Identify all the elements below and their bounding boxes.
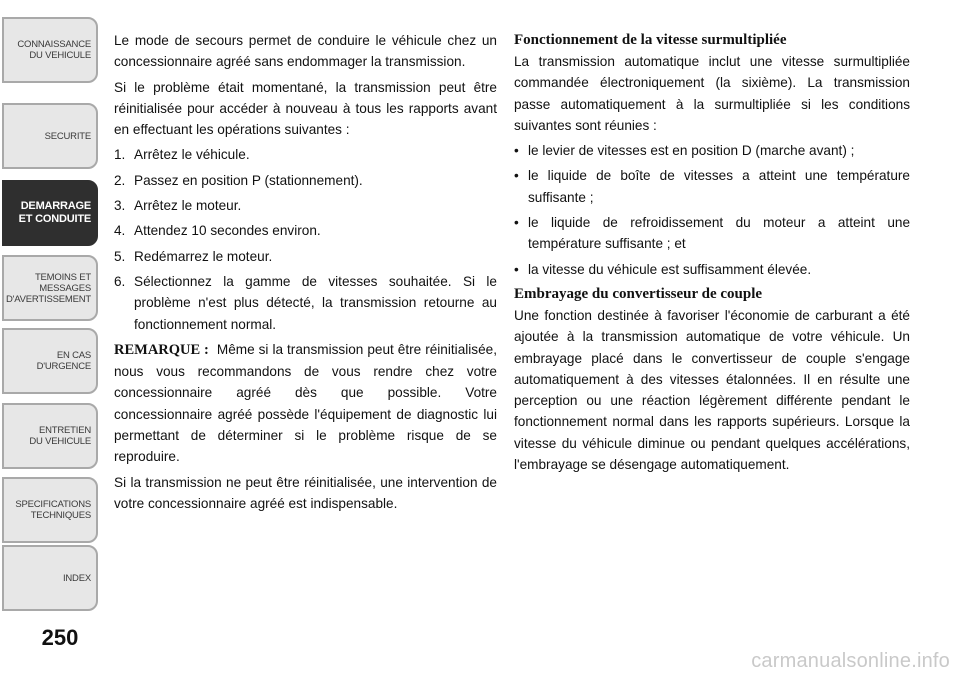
list-item: [114, 195, 497, 216]
paragraph-surmultipliee: La transmission automatique inclut une vitesse surmultipliée commandée électroniquement (la sixième). La transmission passe automatiquement à la surmultipliée si les conditions suivantes sont réunies :: [514, 54, 910, 133]
tab-entretien-du-vehicule[interactable]: ENTRETIEN DU VEHICULE: [2, 403, 98, 469]
note-paragraph: [114, 339, 497, 468]
step-number: 1.: [114, 147, 126, 163]
list-item: [114, 246, 497, 267]
list-item: [114, 271, 497, 335]
bullet-text: le levier de vitesses est en position D (marche avant) ;: [528, 143, 855, 159]
step-text: Arrêtez le véhicule.: [134, 147, 250, 163]
step-number: 6.: [114, 273, 126, 289]
section-tabs-sidebar: [0, 0, 100, 678]
list-item: [514, 212, 910, 255]
bullet-icon: •: [514, 143, 519, 159]
tab-demarrage-et-conduite[interactable]: DEMARRAGE ET CONDUITE: [2, 180, 98, 246]
list-item: [514, 259, 910, 280]
list-item: [114, 220, 497, 241]
watermark: carmanualsonline.info: [751, 650, 950, 672]
step-text: Attendez 10 secondes environ.: [134, 223, 321, 239]
tab-index[interactable]: INDEX: [2, 545, 98, 611]
heading-convertisseur: Embrayage du convertisseur de couple: [514, 285, 763, 302]
list-item: [514, 140, 910, 161]
list-item: [114, 170, 497, 191]
step-number: 5.: [114, 248, 126, 264]
step-text: Sélectionnez la gamme de vitesses souhaitée. Si le problème n'est plus détecté, la transmission retourne au fonctionnement normal.: [134, 273, 497, 332]
note-label: REMARQUE :: [114, 341, 209, 358]
paragraph-secours: Le mode de secours permet de conduire le véhicule chez un concessionnaire agréé sans endommager la transmission.: [114, 33, 497, 70]
bullet-icon: •: [514, 168, 519, 184]
tab-connaissance-du-vehicule[interactable]: CONNAISSANCE DU VEHICULE: [2, 17, 98, 83]
step-number: 4.: [114, 223, 126, 239]
paragraph-intervention: Si la transmission ne peut être réinitialisée, une intervention de votre concessionnaire agréé est indispensable.: [114, 474, 497, 511]
list-item: [114, 144, 497, 165]
step-number: 3.: [114, 198, 126, 214]
paragraph-reinitialisation: Si le problème était momentané, la transmission peut être réinitialisée pour accéder à nouveau à tous les rapports avant en effectuant les opérations suivantes :: [114, 79, 497, 138]
tab-specifications-techniques[interactable]: SPECIFICATIONS TECHNIQUES: [2, 477, 98, 543]
tab-en-cas-d-urgence[interactable]: EN CAS D'URGENCE: [2, 328, 98, 394]
heading-surmultipliee: Fonctionnement de la vitesse surmultipliée: [514, 32, 787, 48]
step-number: 2.: [114, 172, 126, 188]
bullet-text: le liquide de boîte de vitesses a atteint une température suffisante ;: [528, 168, 910, 205]
step-text: Arrêtez le moteur.: [134, 198, 242, 214]
bullet-text: le liquide de refroidissement du moteur a atteint une température suffisante ; et: [528, 215, 910, 252]
step-text: Passez en position P (stationnement).: [134, 172, 363, 188]
bullet-icon: •: [514, 261, 519, 277]
tab-securite[interactable]: SECURITE: [2, 103, 98, 169]
note-text: Même si la transmission peut être réinitialisée, nous vous recommandons de vous rendre chez votre concessionnaire agréé dès que possible. Votre concessionnaire agréé possède l'équipement de diagnostic lui permettant de déterminer si le problème risque de se reproduire.: [114, 341, 497, 465]
list-item: [514, 165, 910, 208]
step-text: Redémarrez le moteur.: [134, 248, 273, 264]
page-number: 250: [41, 625, 79, 650]
bullet-text: la vitesse du véhicule est suffisamment élevée.: [528, 261, 812, 277]
paragraph-convertisseur: Une fonction destinée à favoriser l'économie de carburant a été ajoutée à la transmission automatique de votre véhicule. Un embrayage placé dans le convertisseur de couple s'engage automatiquement à des vitesses étalonnées. Il en résulte une perception ou une réaction légèrement différente pendant le fonctionnement normal dans les rapports supérieurs. Lorsque la vitesse du véhicule diminue ou pendant quelques accélérations, l'embrayage se désengage automatiquement.: [514, 307, 910, 473]
right-column: [514, 30, 910, 479]
left-column: [114, 30, 497, 518]
tab-temoins-et-messages[interactable]: TEMOINS ET MESSAGES D'AVERTISSEMENT: [2, 255, 98, 321]
bullet-icon: •: [514, 215, 519, 231]
